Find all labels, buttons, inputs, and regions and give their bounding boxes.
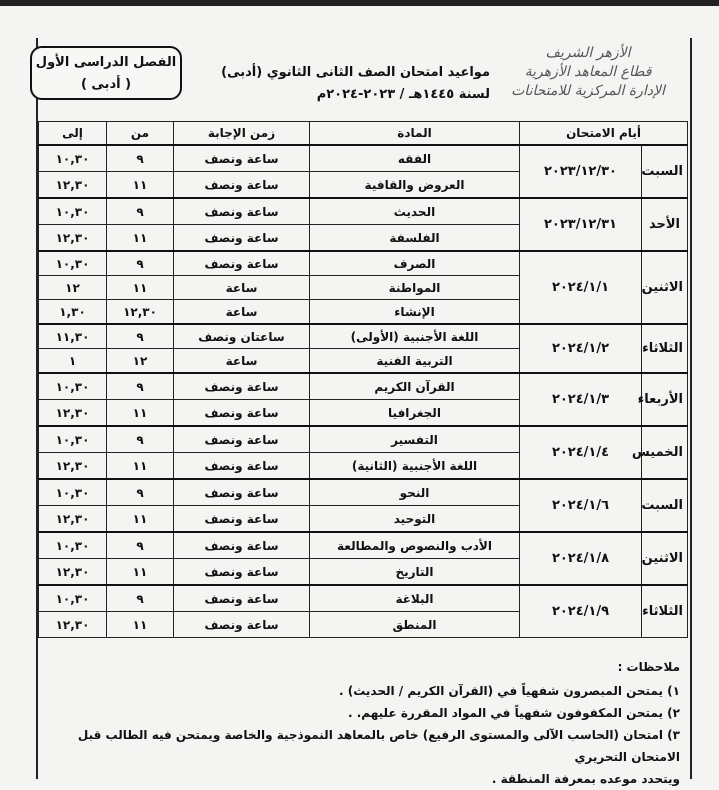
title-line-2: لسنة ١٤٤٥هـ / ٢٠٢٣-٢٠٢٤م <box>316 87 490 102</box>
subject-cell: التفسير <box>310 426 520 453</box>
duration-cell: ساعة ونصف <box>174 612 310 638</box>
from-cell: ١١ <box>107 506 174 533</box>
date-cell: ٢٠٢٤/١/١ <box>520 251 642 324</box>
day-cell: السبت <box>642 479 688 532</box>
duration-cell: ساعة ونصف <box>174 251 310 276</box>
from-cell: ١١ <box>107 559 174 586</box>
duration-cell: ساعة ونصف <box>174 225 310 252</box>
from-cell: ٩ <box>107 426 174 453</box>
date-cell: ٢٠٢٤/١/٤ <box>520 426 642 479</box>
day-cell: الأحد <box>642 198 688 251</box>
from-cell: ٩ <box>107 479 174 506</box>
date-cell: ٢٠٢٣/١٢/٣١ <box>520 198 642 251</box>
header-days: أيام الامتحان <box>520 122 688 146</box>
subject-cell: التربية الفنية <box>310 349 520 374</box>
from-cell: ٩ <box>107 198 174 225</box>
exam-schedule-table <box>38 121 688 638</box>
day-cell: الثلاثاء <box>642 324 688 373</box>
to-cell: ١٢,٣٠ <box>39 453 107 480</box>
from-cell: ١٢ <box>107 349 174 374</box>
from-cell: ١٢,٣٠ <box>107 300 174 325</box>
subject-cell: البلاغة <box>310 585 520 612</box>
duration-cell: ساعة ونصف <box>174 506 310 533</box>
to-cell: ١١,٣٠ <box>39 324 107 349</box>
subject-cell: اللغة الأجنبية (الأولى) <box>310 324 520 349</box>
date-cell: ٢٠٢٤/١/٢ <box>520 324 642 373</box>
logo-line-2: قطاع المعاهد الأزهرية <box>524 64 652 80</box>
duration-cell: ساعة <box>174 300 310 325</box>
date-cell: ٢٠٢٤/١/٩ <box>520 585 642 638</box>
note-item: ٢) يمتحن المكفوفون شفهياً في المواد المقررة عليهم. . <box>348 706 680 720</box>
subject-cell: النحو <box>310 479 520 506</box>
to-cell: ١٠,٣٠ <box>39 198 107 225</box>
logo-line-3: الإدارة المركزية للامتحانات <box>511 83 665 99</box>
subject-cell: الجغرافيا <box>310 400 520 427</box>
to-cell: ١٢,٣٠ <box>39 559 107 586</box>
table-row <box>39 479 688 506</box>
subject-cell: الحديث <box>310 198 520 225</box>
subject-cell: الصرف <box>310 251 520 276</box>
day-cell: السبت <box>642 145 688 198</box>
notes-title: ملاحظات : <box>617 660 680 674</box>
table-row <box>39 585 688 612</box>
table-row <box>39 532 688 559</box>
to-cell: ١٠,٣٠ <box>39 532 107 559</box>
subject-cell: المنطق <box>310 612 520 638</box>
to-cell: ١٢,٣٠ <box>39 172 107 199</box>
duration-cell: ساعة ونصف <box>174 479 310 506</box>
subject-cell: الفقه <box>310 145 520 172</box>
subject-cell: الإنشاء <box>310 300 520 325</box>
table-row <box>39 373 688 400</box>
date-cell: ٢٠٢٤/١/٦ <box>520 479 642 532</box>
to-cell: ١٠,٣٠ <box>39 479 107 506</box>
duration-cell: ساعتان ونصف <box>174 324 310 349</box>
semester-label: الفصل الدراسى الأول <box>35 55 177 70</box>
to-cell: ١٠,٣٠ <box>39 145 107 172</box>
duration-cell: ساعة ونصف <box>174 198 310 225</box>
subject-cell: الأدب والنصوص والمطالعة <box>310 532 520 559</box>
duration-cell: ساعة ونصف <box>174 559 310 586</box>
to-cell: ١٢,٣٠ <box>39 506 107 533</box>
semester-box <box>30 46 182 100</box>
subject-cell: العروض والقافية <box>310 172 520 199</box>
from-cell: ٩ <box>107 324 174 349</box>
duration-cell: ساعة <box>174 349 310 374</box>
duration-cell: ساعة <box>174 276 310 300</box>
note-item: ١) يمتحن المبصرون شفهياً في (القرآن الكريم / الحديث) . <box>339 684 680 698</box>
to-cell: ١ <box>39 349 107 374</box>
header-to: إلى <box>39 122 107 146</box>
table-row <box>39 251 688 276</box>
duration-cell: ساعة ونصف <box>174 400 310 427</box>
date-cell: ٢٠٢٤/١/٨ <box>520 532 642 585</box>
subject-cell: اللغة الأجنبية (الثانية) <box>310 453 520 480</box>
date-cell: ٢٠٢٣/١٢/٣٠ <box>520 145 642 198</box>
from-cell: ٩ <box>107 373 174 400</box>
day-cell: الثلاثاء <box>642 585 688 638</box>
to-cell: ١٠,٣٠ <box>39 426 107 453</box>
notes-section <box>40 656 680 790</box>
from-cell: ٩ <box>107 532 174 559</box>
to-cell: ١,٣٠ <box>39 300 107 325</box>
table-row <box>39 324 688 349</box>
duration-cell: ساعة ونصف <box>174 373 310 400</box>
duration-cell: ساعة ونصف <box>174 585 310 612</box>
date-cell: ٢٠٢٤/١/٣ <box>520 373 642 426</box>
to-cell: ١٢,٣٠ <box>39 612 107 638</box>
subject-cell: المواطنة <box>310 276 520 300</box>
from-cell: ١١ <box>107 400 174 427</box>
header-subject: المادة <box>310 122 520 146</box>
duration-cell: ساعة ونصف <box>174 532 310 559</box>
table-row <box>39 426 688 453</box>
subject-cell: الفلسفة <box>310 225 520 252</box>
table-body <box>39 145 688 638</box>
top-border <box>0 0 719 6</box>
day-cell: الاثنين <box>642 251 688 324</box>
note-item: ويتحدد موعده بمعرفة المنطقة . <box>491 772 680 786</box>
from-cell: ١١ <box>107 612 174 638</box>
from-cell: ١١ <box>107 276 174 300</box>
duration-cell: ساعة ونصف <box>174 426 310 453</box>
table-header-row <box>39 122 688 146</box>
duration-cell: ساعة ونصف <box>174 172 310 199</box>
to-cell: ١٠,٣٠ <box>39 251 107 276</box>
from-cell: ١١ <box>107 453 174 480</box>
to-cell: ١٢,٣٠ <box>39 400 107 427</box>
from-cell: ٩ <box>107 251 174 276</box>
header-duration: زمن الإجابة <box>174 122 310 146</box>
to-cell: ١٠,٣٠ <box>39 585 107 612</box>
branch-label: ( أدبى ) <box>80 77 132 92</box>
title-line-1: مواعيد امتحان الصف الثانى الثانوي (أدبى) <box>221 65 490 80</box>
from-cell: ١١ <box>107 172 174 199</box>
to-cell: ١٢,٣٠ <box>39 225 107 252</box>
to-cell: ١٠,٣٠ <box>39 373 107 400</box>
from-cell: ١١ <box>107 225 174 252</box>
subject-cell: القرآن الكريم <box>310 373 520 400</box>
azhar-logo <box>498 44 678 108</box>
subject-cell: التوحيد <box>310 506 520 533</box>
subject-cell: التاريخ <box>310 559 520 586</box>
from-cell: ٩ <box>107 585 174 612</box>
day-cell: الاثنين <box>642 532 688 585</box>
header-from: من <box>107 122 174 146</box>
logo-line-1: الأزهر الشريف <box>545 45 631 61</box>
note-item: ٣) امتحان (الحاسب الآلى والمستوى الرفيع) خاص بالمعاهد النموذجية والخاصة ويمتحن فيه الطالب قبل الامتحان التحريري <box>77 728 680 764</box>
duration-cell: ساعة ونصف <box>174 145 310 172</box>
day-cell: الخميس <box>642 426 688 479</box>
table-row <box>39 198 688 225</box>
page-title <box>200 62 490 106</box>
table-row <box>39 145 688 172</box>
duration-cell: ساعة ونصف <box>174 453 310 480</box>
day-cell: الأربعاء <box>642 373 688 426</box>
to-cell: ١٢ <box>39 276 107 300</box>
from-cell: ٩ <box>107 145 174 172</box>
